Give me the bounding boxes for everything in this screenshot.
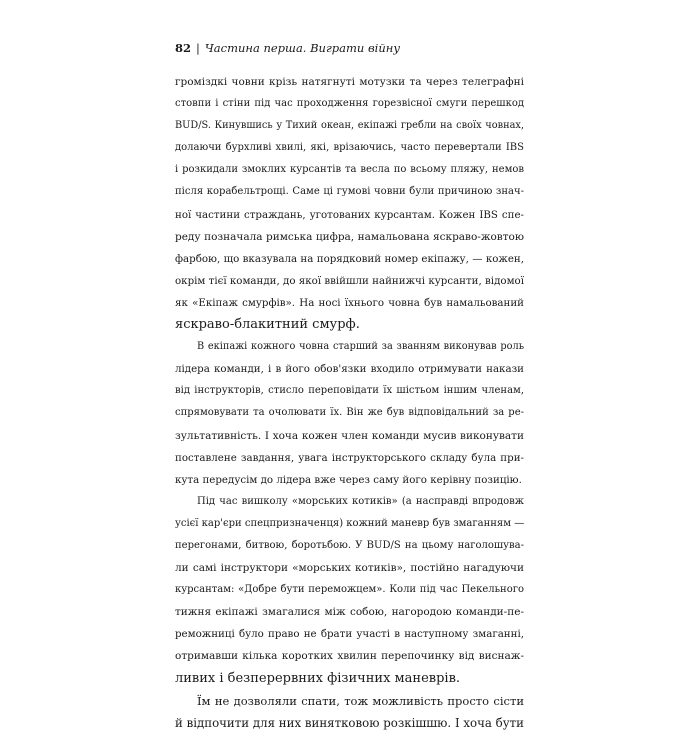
text-line: фарбою, що вказувала на порядковий номер екіпажу, — кожен, — [175, 252, 524, 265]
text-line: Під час вишколу «морських котиків» (а насправді впродовж — [197, 495, 524, 507]
text-line: ли самі інструктори «морських котиків», постійно нагадуючи — [175, 562, 524, 575]
header-separator: | — [196, 41, 200, 55]
text-line: зультативність. І хоча кожен член команди мусив виконувати — [175, 429, 524, 442]
text-line: ної частини страждань, уготованих курсантам. Кожен IBS спе- — [175, 208, 524, 221]
text-line: яскраво-блакитний смурф. — [175, 317, 360, 333]
text-line: ливих і безперервних фізичних маневрів. — [175, 670, 461, 686]
text-line: від інструкторів, стисло переповідати їх шістьом іншим членам, — [175, 385, 524, 397]
page-number: 82 — [175, 41, 192, 55]
text-line: Їм не дозволяли спати, тож можливість просто сісти — [197, 693, 524, 708]
text-line: і розкидали змоклих курсантів та весла по всьому пляжу, немов — [175, 164, 524, 176]
section-title: Частина перша. Виграти війну — [204, 41, 400, 55]
text-line: усієї кар'єри спецпризначенця) кожний маневр був змаганням — — [175, 517, 525, 529]
text-line: після корабельтрощі. Саме ці гумові човни були причиною знач- — [175, 186, 524, 198]
text-line: BUD/S. Кинувшись у Тихий океан, екіпажі гребли на своїх човнах, — [175, 120, 524, 132]
text-line: курсантам: «Добре бути переможцем». Коли під час Пекельного — [175, 584, 524, 596]
text-line: й відпочити для них винятковою розкішшю. І хоча бути — [175, 715, 524, 730]
text-line: реможниці було право не брати участі в наступному змаганні, — [175, 628, 524, 641]
text-line: долаючи бурхливі хвилі, які, врізаючись, часто перевертали IBS — [175, 142, 524, 154]
text-line: реду позначала римська цифра, намальована яскраво-жовтою — [175, 230, 524, 243]
text-line: спрямовувати та очолювати їх. Він же був відповідальний за ре- — [175, 407, 524, 419]
text-line: лідера команди, і в його обов'язки входило отримувати накази — [175, 363, 524, 376]
text-line: стовпи і стіни під час проходження горезвісної смуги перешкод — [175, 98, 524, 110]
text-line: громіздкі човни крізь натягнуті мотузки та через телеграфні — [175, 76, 524, 88]
text-line: В екіпажі кожного човна старший за званням виконував роль — [197, 341, 524, 353]
running-header — [175, 41, 400, 55]
body-text — [175, 71, 524, 734]
text-line: отримавши кілька коротких хвилин перепочинку від виснаж- — [175, 650, 524, 663]
text-line: поставлене завдання, увага інструкторського складу була при- — [175, 451, 524, 464]
text-line: кута передусім до лідера вже через саму його керівну позицію. — [175, 473, 522, 486]
text-line: окрім тієї команди, до якої ввійшли найнижчі курсанти, відомої — [175, 274, 524, 287]
text-line: як «Екіпаж смурфів». На носі їхнього човна був намальований — [175, 296, 524, 309]
text-line: тижня екіпажі змагалися між собою, нагородою команди-пе- — [175, 606, 524, 619]
text-line: перегонами, битвою, боротьбою. У BUD/S на цьому наголошува- — [175, 539, 524, 551]
